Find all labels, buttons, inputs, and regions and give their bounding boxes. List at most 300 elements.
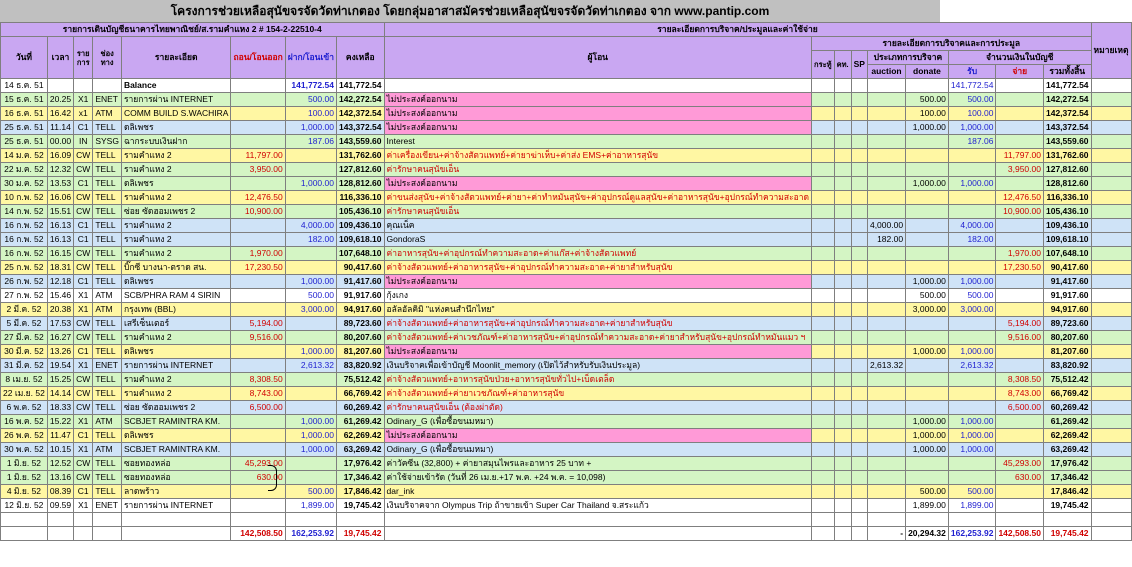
cell-empty xyxy=(812,219,835,233)
cell-desc: รามคำแหง 2 xyxy=(121,387,231,401)
cell-inn xyxy=(948,457,996,471)
cell-auc xyxy=(867,149,905,163)
cell-desc: รามคำแหง 2 xyxy=(121,219,231,233)
cell-empty xyxy=(812,289,835,303)
cell-auc xyxy=(867,79,905,93)
cell-date: 16 ก.พ. 52 xyxy=(1,219,48,233)
cell-date: 22 เม.ย. 52 xyxy=(1,387,48,401)
cell-auc: 4,000.00 xyxy=(867,219,905,233)
cell-don xyxy=(906,387,949,401)
cell-out: 1,970.00 xyxy=(996,247,1044,261)
col-desc: รายละเอียด xyxy=(121,37,231,79)
cell-don: 1,000.00 xyxy=(906,121,949,135)
cell-empty xyxy=(834,275,851,289)
cell-desc: รามคำแหง 2 xyxy=(121,149,231,163)
cell-inn: 500.00 xyxy=(948,93,996,107)
cell-type: CW xyxy=(74,191,93,205)
cell-desc: รายการผ่าน INTERNET xyxy=(121,499,231,513)
cell-tot: 75,512.42 xyxy=(1043,373,1091,387)
cell-inn: 1,899.00 xyxy=(948,499,996,513)
cell-empty xyxy=(834,331,851,345)
cell-type: CW xyxy=(74,149,93,163)
cell-empty xyxy=(834,177,851,191)
cell-empty xyxy=(851,513,867,527)
cell-empty xyxy=(834,429,851,443)
cell-bal: 116,336.10 xyxy=(336,191,384,205)
cell-ch xyxy=(93,79,122,93)
cell-out xyxy=(996,275,1044,289)
cell-dep: 1,000.00 xyxy=(285,275,336,289)
cell-empty xyxy=(834,303,851,317)
col-in: รับ xyxy=(948,65,996,79)
cell-empty xyxy=(851,303,867,317)
cell-auc xyxy=(867,163,905,177)
cell-empty xyxy=(834,373,851,387)
cell-inn xyxy=(948,247,996,261)
table-row xyxy=(1,303,1132,317)
cell-out xyxy=(996,499,1044,513)
cell-date: 30 พ.ค. 52 xyxy=(1,443,48,457)
cell-time: 16.27 xyxy=(47,331,73,345)
total-wd: 142,508.50 xyxy=(231,527,285,541)
cell-inn xyxy=(948,163,996,177)
cell-desc: ดลิเพชร xyxy=(121,345,231,359)
cell-desc: ซ่อย ซัดฮอมเพชร 2 xyxy=(121,401,231,415)
cell-inn xyxy=(948,387,996,401)
cell-dep xyxy=(285,401,336,415)
cell-dep: 1,000.00 xyxy=(285,415,336,429)
cell-empty xyxy=(851,289,867,303)
cell-empty xyxy=(1043,513,1091,527)
cell-empty xyxy=(851,219,867,233)
cell-auc xyxy=(867,499,905,513)
cell-type: X1 xyxy=(74,415,93,429)
cell-don: 500.00 xyxy=(906,485,949,499)
cell-auc xyxy=(867,331,905,345)
cell-empty xyxy=(231,513,285,527)
table-row xyxy=(1,429,1132,443)
table-row xyxy=(1,149,1132,163)
cell-type: C1 xyxy=(74,177,93,191)
cell-empty xyxy=(834,93,851,107)
cell-donor: ค่ารักษาคนสุนัขเอ็น xyxy=(384,163,812,177)
cell-desc: รามคำแหง 2 xyxy=(121,191,231,205)
cell-ch: TELL xyxy=(93,373,122,387)
cell-empty xyxy=(834,261,851,275)
cell-empty xyxy=(812,331,835,345)
cell-donor: ค่าจ้างสัตวแพทย์+ค่าเวชภัณฑ์+ค่าอาหารสุนัข+ค่าอุปกรณ์ทำความสะอาด+ค่ายาสำหรับสุนัข+อุปกรณ์ทำหมันแมว ฯ xyxy=(384,331,812,345)
cell-ch: ATM xyxy=(93,289,122,303)
table-row xyxy=(1,471,1132,485)
cell-empty xyxy=(812,471,835,485)
cell-empty xyxy=(851,79,867,93)
cell-don xyxy=(906,261,949,275)
cell-desc: Balance xyxy=(121,79,231,93)
table-row xyxy=(1,261,1132,275)
cell-don xyxy=(906,373,949,387)
cell-don xyxy=(906,359,949,373)
cell-empty xyxy=(1091,205,1131,219)
cell-date: 6 พ.ค. 52 xyxy=(1,401,48,415)
cell-empty xyxy=(851,233,867,247)
cell-time: 10.15 xyxy=(47,443,73,457)
cell-donor: ค่ารักษาคนสุนัขเอ็น (ต้องผ่าตัด) xyxy=(384,401,812,415)
cell-time: 15.51 xyxy=(47,205,73,219)
cell-date: 26 พ.ค. 52 xyxy=(1,429,48,443)
cell-out xyxy=(996,135,1044,149)
cell-inn xyxy=(948,401,996,415)
cell-empty xyxy=(851,275,867,289)
cell-date: 1 มิ.ย. 52 xyxy=(1,471,48,485)
cell-ch: TELL xyxy=(93,457,122,471)
cell-time: 11.14 xyxy=(47,121,73,135)
cell-tot: 63,269.42 xyxy=(1043,443,1091,457)
blank-row xyxy=(1,513,1132,527)
table-row xyxy=(1,499,1132,513)
cell-date: 2 มี.ค. 52 xyxy=(1,303,48,317)
cell-empty xyxy=(1091,149,1131,163)
cell-auc xyxy=(867,303,905,317)
cell-inn xyxy=(948,205,996,219)
cell-empty xyxy=(834,471,851,485)
cell-desc: ซอยทองหล่อ xyxy=(121,457,231,471)
cell-empty xyxy=(1091,457,1131,471)
cell-desc: ดลิเพชร xyxy=(121,177,231,191)
cell-bal: 127,812.60 xyxy=(336,163,384,177)
cell-tot: 109,436.10 xyxy=(1043,219,1091,233)
cell-empty xyxy=(851,331,867,345)
cell-dep: 500.00 xyxy=(285,93,336,107)
cell-date: 16 ก.พ. 52 xyxy=(1,233,48,247)
cell-type: X1 xyxy=(74,443,93,457)
cell-auc xyxy=(867,457,905,471)
remark-header: หมายเหตุ xyxy=(1091,23,1131,79)
cell-date: 16 ธ.ค. 51 xyxy=(1,107,48,121)
cell-ch: TELL xyxy=(93,247,122,261)
table-row xyxy=(1,93,1132,107)
cell-inn: 1,000.00 xyxy=(948,345,996,359)
cell-ch: TELL xyxy=(93,331,122,345)
cell-auc xyxy=(867,93,905,107)
cell-tot: 91,417.60 xyxy=(1043,275,1091,289)
cell-auc xyxy=(867,107,905,121)
col-cat1: กระทู้ xyxy=(812,51,835,79)
cell-time: 13.53 xyxy=(47,177,73,191)
cell-auc xyxy=(867,415,905,429)
cell-time: 11.47 xyxy=(47,429,73,443)
cell-ch: TELL xyxy=(93,429,122,443)
cell-auc xyxy=(867,345,905,359)
cell-empty xyxy=(812,247,835,261)
cell-donor: ค่าเครื่องเขียน+ค่าจ้างสัตวแพทย์+ค่ายาฆ่าเห็บ+ค่าส่ง EMS+ค่าอาหารสุนัข xyxy=(384,149,812,163)
cell-ch: ENET xyxy=(93,93,122,107)
cell-out: 8,308.50 xyxy=(996,373,1044,387)
cell-out: 12,476.50 xyxy=(996,191,1044,205)
cell-out xyxy=(996,345,1044,359)
cell-tot: 142,372.54 xyxy=(1043,107,1091,121)
cell-date: 26 ก.พ. 52 xyxy=(1,275,48,289)
cell-ch: TELL xyxy=(93,163,122,177)
cell-wd xyxy=(231,443,285,457)
cell-auc xyxy=(867,205,905,219)
details-header: รายละเอียดการบริจาค/ประมูลและค่าใช้จ่าย xyxy=(384,23,1091,37)
cell-out: 10,900.00 xyxy=(996,205,1044,219)
cell-ch: TELL xyxy=(93,233,122,247)
cell-out: 5,194.00 xyxy=(996,317,1044,331)
cell-bal: 109,618.10 xyxy=(336,233,384,247)
cell-donor xyxy=(384,79,812,93)
cell-date: 27 มี.ค. 52 xyxy=(1,331,48,345)
cell-donor: ค่าอาหารสุนัข+ค่าอุปกรณ์ทำความสะอาด+ค่าแก๊ส+ค่าจ้างสัตวแพทย์ xyxy=(384,247,812,261)
cell-don xyxy=(906,401,949,415)
table-row xyxy=(1,247,1132,261)
cell-empty xyxy=(812,191,835,205)
cell-date: 25 ธ.ค. 51 xyxy=(1,121,48,135)
cell-tot: 143,559.60 xyxy=(1043,135,1091,149)
sub-details-header: รายละเอียดการบริจาคและการประมูล xyxy=(812,37,1092,51)
cell-empty xyxy=(834,163,851,177)
cell-empty xyxy=(834,79,851,93)
cell-date: 25 ธ.ค. 51 xyxy=(1,135,48,149)
cell-bal: 90,417.60 xyxy=(336,261,384,275)
col-donate: donate xyxy=(906,65,949,79)
cell-date: 12 มิ.ย. 52 xyxy=(1,499,48,513)
cell-type: C1 xyxy=(74,429,93,443)
col-date: วันที่ xyxy=(1,37,48,79)
cell-auc xyxy=(867,485,905,499)
cell-bal: 131,762.60 xyxy=(336,149,384,163)
cell-type: CW xyxy=(74,205,93,219)
cell-don: 1,899.00 xyxy=(906,499,949,513)
cell-empty xyxy=(834,527,851,541)
col-cat2: คท. xyxy=(834,51,851,79)
cell-don xyxy=(906,163,949,177)
cell-don: 1,000.00 xyxy=(906,443,949,457)
cell-donor: อลัลอัลคิมิ "แห่งคนสำนึกไทย" xyxy=(384,303,812,317)
cell-ch: TELL xyxy=(93,317,122,331)
cell-empty xyxy=(812,359,835,373)
cell-wd: 8,743.00 xyxy=(231,387,285,401)
cell-empty xyxy=(851,499,867,513)
cell-empty xyxy=(851,401,867,415)
cell-empty xyxy=(851,163,867,177)
table-row xyxy=(1,331,1132,345)
cell-bal: 141,772.54 xyxy=(336,79,384,93)
cell-inn: 2,613.32 xyxy=(948,359,996,373)
cell-empty xyxy=(834,247,851,261)
cell-empty xyxy=(1091,247,1131,261)
table-row xyxy=(1,401,1132,415)
cell-type: CW xyxy=(74,317,93,331)
cell-bal: 19,745.42 xyxy=(336,499,384,513)
cell-time: 13.16 xyxy=(47,471,73,485)
cell-inn: 141,772.54 xyxy=(948,79,996,93)
cell-dep: 1,000.00 xyxy=(285,177,336,191)
cell-inn: 187.06 xyxy=(948,135,996,149)
cell-donor: ไม่ประสงค์ออกนาม xyxy=(384,121,812,135)
cell-empty xyxy=(812,121,835,135)
cell-empty xyxy=(1091,443,1131,457)
cell-desc: รามคำแหง 2 xyxy=(121,373,231,387)
cell-auc xyxy=(867,471,905,485)
cell-wd xyxy=(231,303,285,317)
cell-type: CW xyxy=(74,471,93,485)
cell-wd: 6,500.00 xyxy=(231,401,285,415)
cell-tot: 60,269.42 xyxy=(1043,401,1091,415)
cell-donor: GondoraS xyxy=(384,233,812,247)
table-row xyxy=(1,205,1132,219)
cell-empty xyxy=(1091,261,1131,275)
cell-wd xyxy=(231,345,285,359)
cell-auc xyxy=(867,373,905,387)
cell-bal: 61,269.42 xyxy=(336,415,384,429)
cell-empty xyxy=(812,443,835,457)
cell-auc xyxy=(867,261,905,275)
cell-type: CW xyxy=(74,261,93,275)
cell-tot: 91,917.60 xyxy=(1043,289,1091,303)
cell-empty xyxy=(812,429,835,443)
cell-don: 500.00 xyxy=(906,289,949,303)
cell-out xyxy=(996,233,1044,247)
cell-empty xyxy=(834,289,851,303)
cell-time: 18.33 xyxy=(47,401,73,415)
cell-desc: รายการผ่าน INTERNET xyxy=(121,359,231,373)
cell-empty xyxy=(384,513,812,527)
cell-empty xyxy=(834,219,851,233)
cell-empty xyxy=(1091,191,1131,205)
cell-donor: ค่าจ้างสัตวแพทย์+ค่ายาเวชภัณฑ์+ค่าอาหารสุนัข xyxy=(384,387,812,401)
col-cat3: SP xyxy=(851,51,867,79)
cell-empty xyxy=(1091,79,1131,93)
cell-empty xyxy=(1091,429,1131,443)
cell-out: 11,797.00 xyxy=(996,149,1044,163)
cell-type: X1 xyxy=(74,93,93,107)
cell-don: 500.00 xyxy=(906,93,949,107)
cell-dep: 500.00 xyxy=(285,289,336,303)
cell-don xyxy=(906,149,949,163)
cell-empty xyxy=(851,457,867,471)
cell-desc: ฉากระบบเงินฝาก xyxy=(121,135,231,149)
cell-desc: รายการผ่าน INTERNET xyxy=(121,93,231,107)
cell-tot: 61,269.42 xyxy=(1043,415,1091,429)
cell-ch: TELL xyxy=(93,401,122,415)
cell-desc: ลาดพร้าว xyxy=(121,485,231,499)
cell-out: 3,950.00 xyxy=(996,163,1044,177)
cell-don xyxy=(906,457,949,471)
cell-date: 10 ก.พ. 52 xyxy=(1,191,48,205)
cell-tot: 131,762.60 xyxy=(1043,149,1091,163)
cell-desc: กรุงเทพ (BBL) xyxy=(121,303,231,317)
empty-area xyxy=(940,0,1100,22)
cell-don xyxy=(906,135,949,149)
cell-dep xyxy=(285,247,336,261)
cell-desc: COMM BUILD S.WACHIRA xyxy=(121,107,231,121)
cell-empty xyxy=(834,107,851,121)
cell-out xyxy=(996,443,1044,457)
cell-out: 17,230.50 xyxy=(996,261,1044,275)
cell-wd: 3,950.00 xyxy=(231,163,285,177)
cell-auc xyxy=(867,247,905,261)
cell-auc xyxy=(867,401,905,415)
cell-inn: 100.00 xyxy=(948,107,996,121)
cell-don xyxy=(906,331,949,345)
cell-date: 30 มี.ค. 52 xyxy=(1,345,48,359)
cell-type: C1 xyxy=(74,121,93,135)
cell-don: 100.00 xyxy=(906,107,949,121)
cell-bal: 62,269.42 xyxy=(336,429,384,443)
cell-auc xyxy=(867,177,905,191)
cell-out xyxy=(996,93,1044,107)
cell-empty xyxy=(851,107,867,121)
table-row xyxy=(1,289,1132,303)
cell-empty xyxy=(1091,177,1131,191)
cell-bal: 60,269.42 xyxy=(336,401,384,415)
cell-bal: 109,436.10 xyxy=(336,219,384,233)
total-don: 20,294.32 xyxy=(906,527,949,541)
cell-empty xyxy=(851,387,867,401)
cell-dep xyxy=(285,261,336,275)
cell-ch: TELL xyxy=(93,205,122,219)
cell-empty xyxy=(851,121,867,135)
cell-type: CW xyxy=(74,373,93,387)
cell-donor: คุณเน็ค xyxy=(384,219,812,233)
cell-desc: ดลิเพชร xyxy=(121,275,231,289)
cell-auc xyxy=(867,289,905,303)
cell-tot: 62,269.42 xyxy=(1043,429,1091,443)
table-row xyxy=(1,233,1132,247)
cell-wd: 1,970.00 xyxy=(231,247,285,261)
cell-ch: TELL xyxy=(93,345,122,359)
cell-date: 1 มิ.ย. 52 xyxy=(1,457,48,471)
cell-empty xyxy=(1,513,48,527)
cell-time: 15.25 xyxy=(47,373,73,387)
cell-time: 08.39 xyxy=(47,485,73,499)
cell-out xyxy=(996,415,1044,429)
total-out: 142,508.50 xyxy=(996,527,1044,541)
cell-donor: Interest xyxy=(384,135,812,149)
cell-dep xyxy=(285,317,336,331)
cell-empty xyxy=(1091,233,1131,247)
cell-empty xyxy=(834,387,851,401)
cell-time: 18.31 xyxy=(47,261,73,275)
cell-inn: 1,000.00 xyxy=(948,177,996,191)
cell-dep xyxy=(285,205,336,219)
cell-time: 15.46 xyxy=(47,289,73,303)
cell-empty xyxy=(834,345,851,359)
cell-out: 6,500.00 xyxy=(996,401,1044,415)
cell-date: 14 ก.พ. 52 xyxy=(1,205,48,219)
cell-ch: TELL xyxy=(93,177,122,191)
cell-wd xyxy=(231,429,285,443)
cell-date: 5 มี.ค. 52 xyxy=(1,317,48,331)
table-row xyxy=(1,275,1132,289)
cell-wd: 12,476.50 xyxy=(231,191,285,205)
cell-empty xyxy=(851,205,867,219)
cell-empty xyxy=(1091,303,1131,317)
cell-type: CW xyxy=(74,331,93,345)
col-deposit: ฝาก/โอนเข้า xyxy=(285,37,336,79)
cell-inn xyxy=(948,471,996,485)
cell-empty xyxy=(1091,219,1131,233)
cell-desc: ซอยทองหล่อ xyxy=(121,471,231,485)
cell-wd: 5,194.00 xyxy=(231,317,285,331)
cell-inn: 500.00 xyxy=(948,289,996,303)
cell-inn: 1,000.00 xyxy=(948,443,996,457)
cell-date: 30 ม.ค. 52 xyxy=(1,177,48,191)
cell-dep: 141,772.54 xyxy=(285,79,336,93)
account-header: รายการเดินบัญชีธนาคารไทยพาณิชย์/ส.รามคำแหง 2 # 154-2-22510-4 xyxy=(1,23,385,37)
cell-empty xyxy=(1091,401,1131,415)
